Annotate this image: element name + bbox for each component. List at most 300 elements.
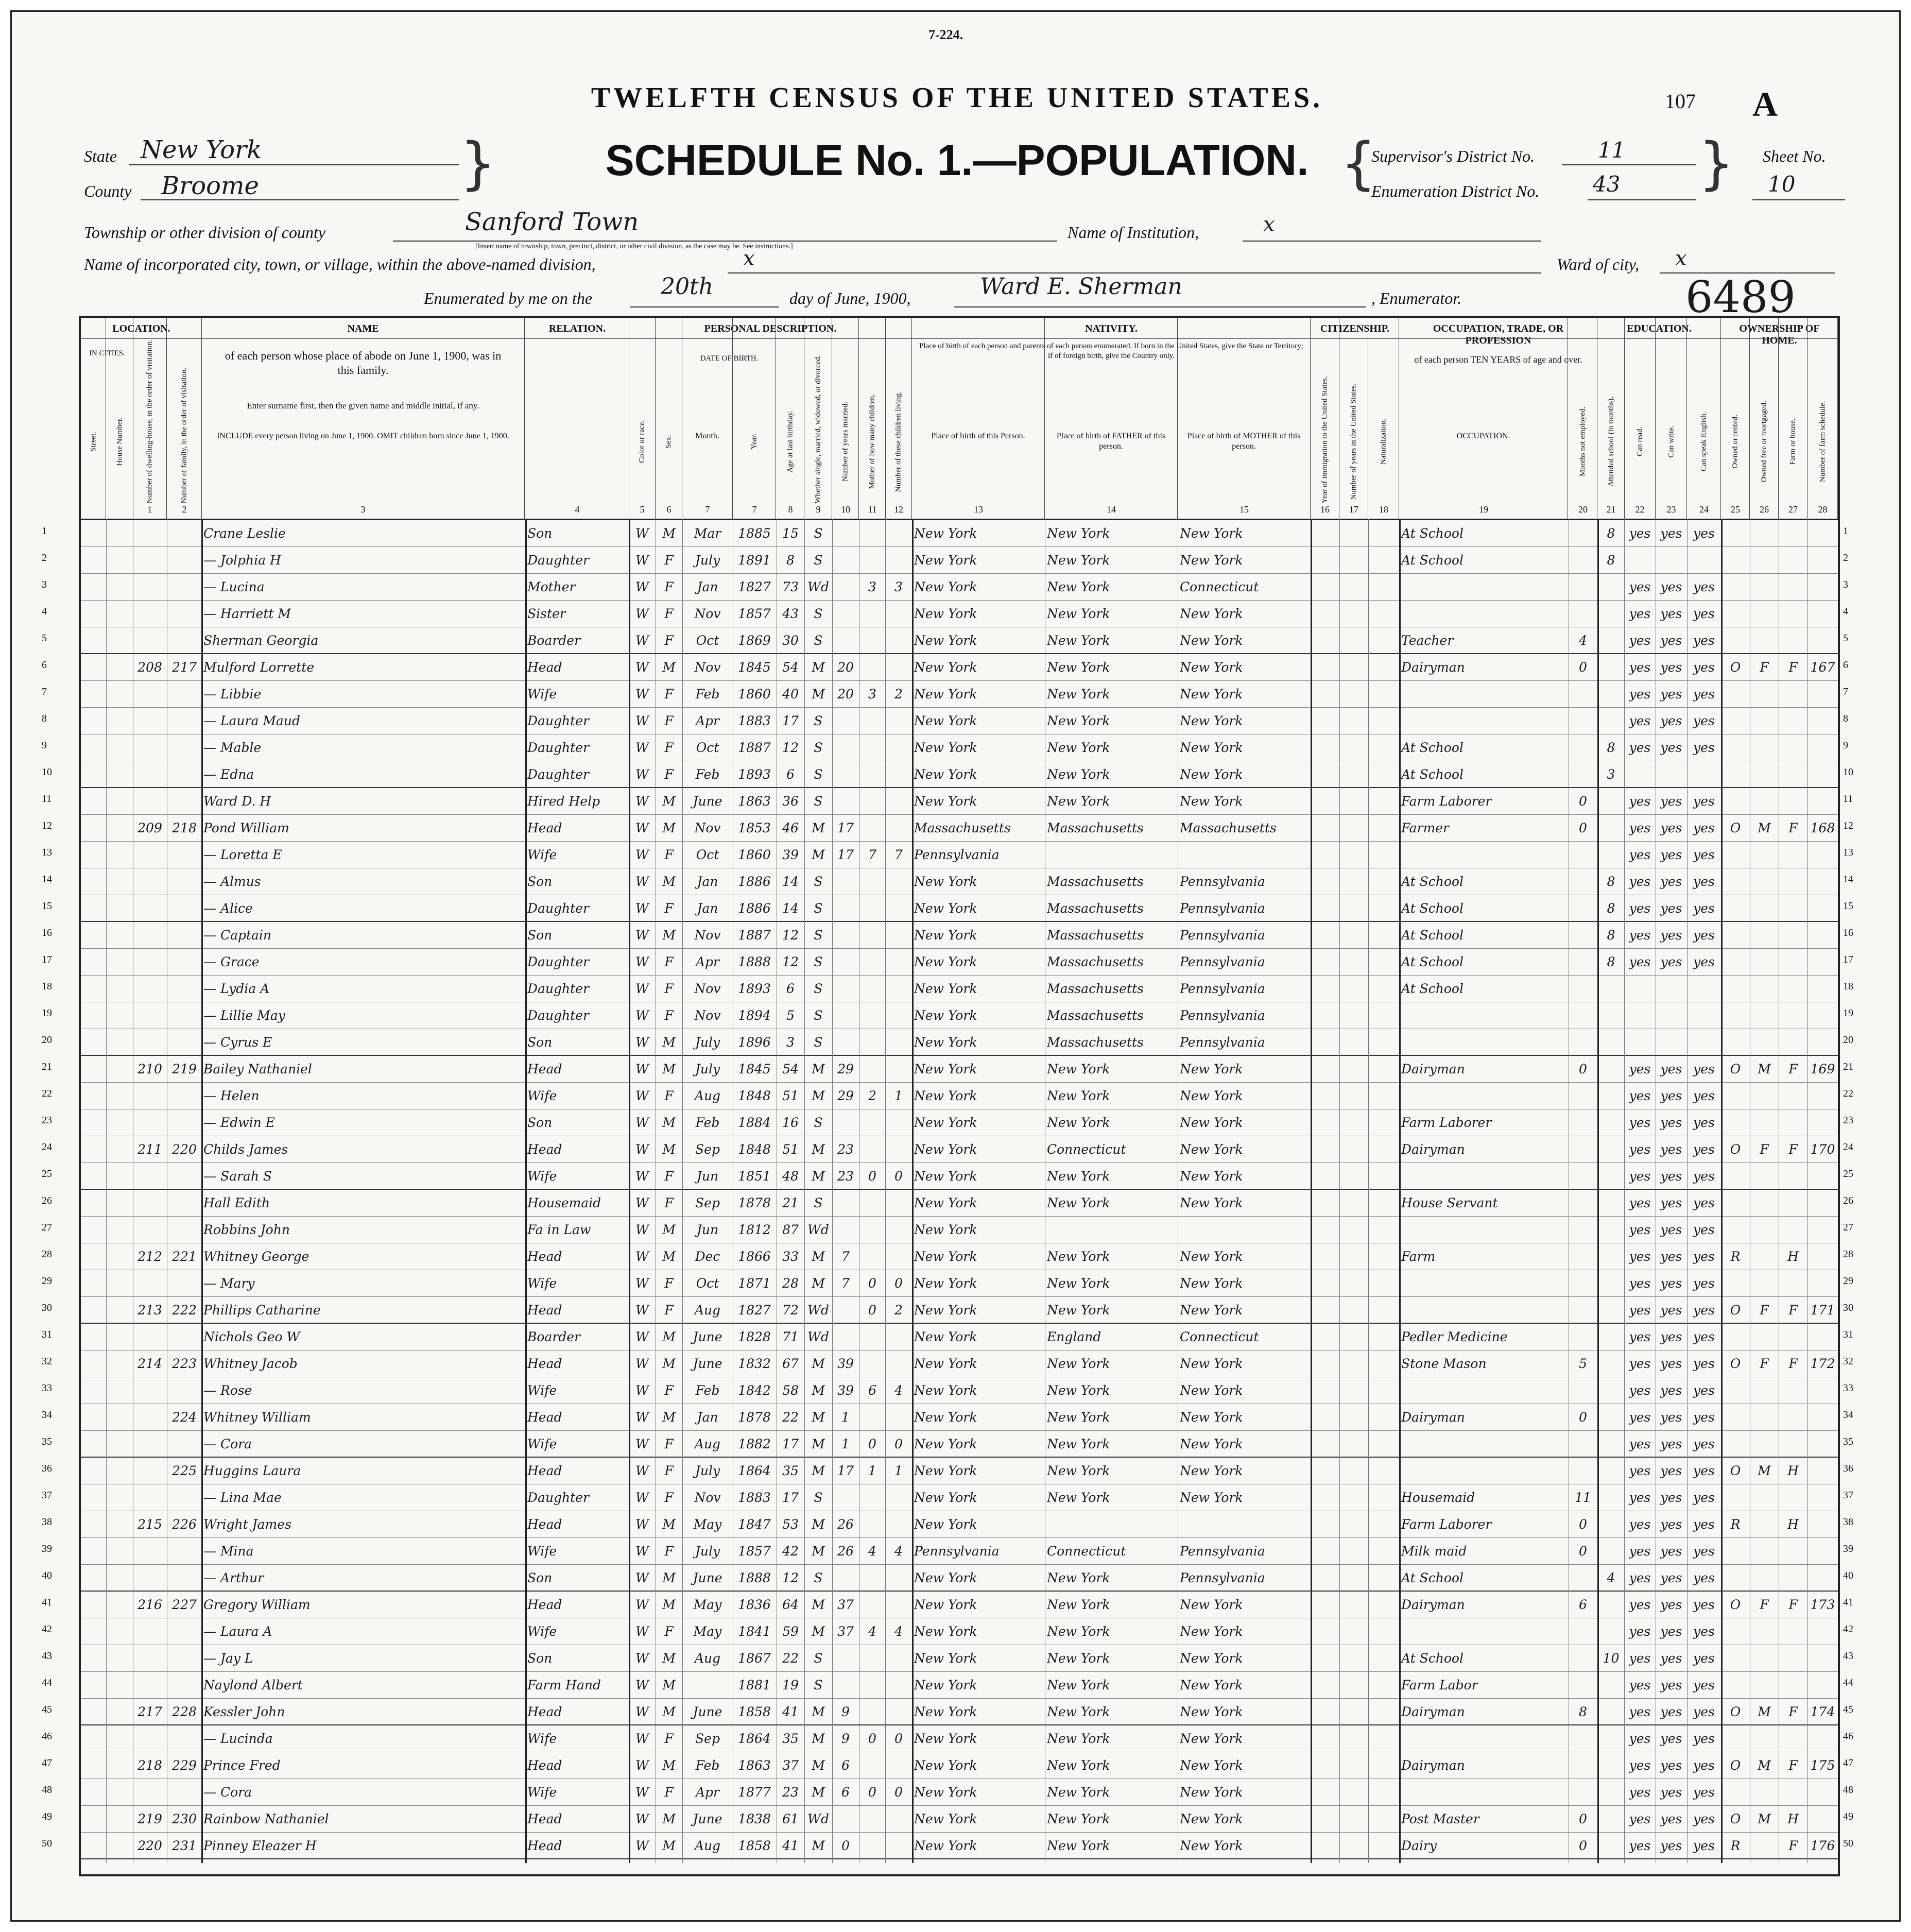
cell-unemp: 0 bbox=[1579, 1838, 1587, 1853]
cell-year: 1845 bbox=[738, 1062, 771, 1076]
cell-bp: New York bbox=[914, 1490, 977, 1505]
cell-rel: Fa in Law bbox=[527, 1222, 591, 1237]
cell-fam: 224 bbox=[172, 1410, 197, 1425]
table-row bbox=[81, 1538, 1838, 1565]
cell-fs: 174 bbox=[1810, 1704, 1835, 1719]
cell-read: yes bbox=[1629, 1249, 1651, 1264]
cell-color: W bbox=[635, 1329, 649, 1344]
cell-age: 14 bbox=[782, 874, 799, 889]
cell-mort: F bbox=[1760, 1303, 1769, 1318]
column-number: 5 bbox=[640, 504, 645, 515]
table-row bbox=[81, 547, 1838, 574]
cell-year: 1841 bbox=[738, 1624, 771, 1639]
cell-month: Sep bbox=[695, 1142, 720, 1157]
cell-dw: 214 bbox=[137, 1356, 162, 1371]
cell-year: 1878 bbox=[738, 1410, 771, 1425]
line-number-right: 40 bbox=[1843, 1570, 1853, 1581]
column-number: 11 bbox=[868, 504, 877, 515]
cell-age: 61 bbox=[782, 1811, 799, 1826]
cell-age: 59 bbox=[782, 1624, 799, 1639]
table-row bbox=[81, 1243, 1838, 1270]
cell-read: yes bbox=[1629, 1088, 1651, 1103]
cell-sex: F bbox=[664, 1731, 674, 1746]
cell-color: W bbox=[635, 1704, 649, 1719]
cell-rel: Daughter bbox=[527, 1008, 589, 1023]
cell-write: yes bbox=[1660, 1222, 1682, 1237]
cell-mar: S bbox=[814, 794, 823, 809]
cell-read: yes bbox=[1629, 526, 1651, 541]
cell-mar: M bbox=[812, 1356, 825, 1371]
cell-speak: yes bbox=[1693, 687, 1715, 702]
cell-mar: M bbox=[812, 1624, 825, 1639]
cell-mar: S bbox=[814, 1195, 823, 1210]
cell-farm: F bbox=[1788, 1758, 1798, 1773]
cell-mo: 2 bbox=[868, 1088, 876, 1103]
cell-color: W bbox=[635, 1811, 649, 1826]
cell-color: W bbox=[635, 1624, 649, 1639]
column-number: 19 bbox=[1479, 504, 1488, 515]
cell-write: yes bbox=[1660, 687, 1682, 702]
cell-rel: Wife bbox=[527, 1276, 557, 1291]
cell-name: Sherman Georgia bbox=[203, 633, 319, 648]
cell-month: Nov bbox=[694, 820, 721, 835]
column-number: 28 bbox=[1818, 504, 1828, 515]
cell-bp: New York bbox=[914, 1463, 977, 1478]
cell-ym: 1 bbox=[841, 1437, 850, 1451]
line-number-right: 22 bbox=[1843, 1088, 1853, 1099]
cell-read: yes bbox=[1629, 1597, 1651, 1612]
cell-year: 1896 bbox=[738, 1035, 771, 1050]
cell-rel: Boarder bbox=[527, 633, 581, 648]
cell-name: — Lillie May bbox=[203, 1008, 285, 1023]
cell-ch: 7 bbox=[894, 847, 903, 862]
cell-mort: M bbox=[1758, 1062, 1771, 1076]
cell-mort: M bbox=[1758, 1811, 1771, 1826]
cell-name: Nichols Geo W bbox=[203, 1329, 300, 1344]
cell-write: yes bbox=[1660, 1758, 1682, 1773]
cell-age: 21 bbox=[782, 1195, 799, 1210]
cell-occ: At School bbox=[1401, 901, 1464, 916]
column-number: 18 bbox=[1379, 504, 1388, 515]
line-number-left: 45 bbox=[42, 1704, 52, 1715]
cell-write: yes bbox=[1660, 1142, 1682, 1157]
cell-sex: M bbox=[662, 1651, 676, 1666]
cell-speak: yes bbox=[1693, 740, 1715, 755]
line-number-right: 5 bbox=[1843, 632, 1848, 644]
line-number-right: 30 bbox=[1843, 1302, 1853, 1313]
cell-occ: Dairyman bbox=[1401, 1410, 1465, 1425]
cell-name: — Sarah S bbox=[203, 1169, 272, 1184]
cell-bf: New York bbox=[1047, 606, 1110, 621]
cell-year: 1827 bbox=[738, 579, 771, 594]
cell-bm: New York bbox=[1180, 1410, 1243, 1425]
cell-rel: Daughter bbox=[527, 553, 589, 568]
column-header-year: Year. bbox=[733, 318, 776, 519]
cell-month: Jun bbox=[696, 1222, 719, 1237]
cell-read: yes bbox=[1629, 928, 1651, 943]
cell-mar: Wd bbox=[807, 1329, 829, 1344]
cell-year: 1828 bbox=[738, 1329, 771, 1344]
line-number-left: 32 bbox=[42, 1356, 52, 1367]
cell-mar: S bbox=[814, 928, 823, 943]
cell-write: yes bbox=[1660, 794, 1682, 809]
cell-dw: 215 bbox=[137, 1517, 162, 1532]
cell-sex: F bbox=[664, 740, 674, 755]
cell-write: yes bbox=[1660, 579, 1682, 594]
cell-dw: 218 bbox=[137, 1758, 162, 1773]
cell-color: W bbox=[635, 1838, 649, 1853]
table-row bbox=[81, 1350, 1838, 1377]
table-row bbox=[81, 654, 1838, 681]
cell-bp: New York bbox=[914, 1088, 977, 1103]
cell-color: W bbox=[635, 1490, 649, 1505]
cell-mo: 0 bbox=[868, 1785, 876, 1800]
table-row bbox=[81, 1511, 1838, 1538]
cell-dw: 211 bbox=[137, 1142, 162, 1157]
cell-dw: 217 bbox=[137, 1704, 162, 1719]
cell-bp: New York bbox=[914, 1169, 977, 1184]
cell-rel: Head bbox=[527, 1838, 562, 1853]
cell-month: Nov bbox=[694, 606, 721, 621]
cell-name: — Loretta E bbox=[203, 847, 282, 862]
cell-sex: F bbox=[664, 1195, 674, 1210]
table-row bbox=[81, 1484, 1838, 1511]
cell-year: 1866 bbox=[738, 1249, 771, 1264]
table-row bbox=[81, 1806, 1838, 1833]
line-number-left: 29 bbox=[42, 1275, 52, 1287]
column-header-birth-father: Place of birth of FATHER of this person. bbox=[1045, 318, 1178, 519]
cell-name: — Laura A bbox=[203, 1624, 272, 1639]
cell-rel: Mother bbox=[527, 579, 576, 594]
cell-write: yes bbox=[1660, 1570, 1682, 1585]
line-number-right: 17 bbox=[1843, 954, 1853, 965]
cell-bm: Pennsylvania bbox=[1180, 1035, 1265, 1050]
cell-age: 53 bbox=[782, 1517, 799, 1532]
cell-ym: 39 bbox=[837, 1383, 854, 1398]
line-number-right: 23 bbox=[1843, 1115, 1853, 1126]
cell-bm: Pennsylvania bbox=[1180, 981, 1265, 996]
cell-bm: New York bbox=[1180, 687, 1243, 702]
cell-mar: M bbox=[812, 1838, 825, 1853]
cell-age: 73 bbox=[782, 579, 799, 594]
cell-fam: 219 bbox=[172, 1062, 197, 1076]
line-number-right: 14 bbox=[1843, 874, 1853, 885]
cell-bp: New York bbox=[914, 794, 977, 809]
cell-sex: F bbox=[664, 713, 674, 728]
cell-bm: New York bbox=[1180, 1597, 1243, 1612]
cell-bp: New York bbox=[914, 874, 977, 889]
cell-sch: 8 bbox=[1607, 874, 1615, 889]
cell-read: yes bbox=[1629, 1838, 1651, 1853]
cell-year: 1883 bbox=[738, 1490, 771, 1505]
cell-color: W bbox=[635, 687, 649, 702]
cell-rel: Wife bbox=[527, 847, 557, 862]
cell-month: Sep bbox=[695, 1195, 720, 1210]
cell-name: Kessler John bbox=[203, 1704, 285, 1719]
cell-farm: F bbox=[1788, 1704, 1798, 1719]
schedule-letter: A bbox=[1752, 84, 1778, 124]
line-number-right: 24 bbox=[1843, 1141, 1853, 1153]
cell-bp: New York bbox=[914, 1758, 977, 1773]
cell-bp: New York bbox=[914, 1597, 977, 1612]
line-number-left: 8 bbox=[42, 713, 47, 724]
cell-bf: New York bbox=[1047, 1383, 1110, 1398]
cell-bm: Pennsylvania bbox=[1180, 874, 1265, 889]
cell-unemp: 8 bbox=[1579, 1704, 1587, 1719]
cell-name: Hall Edith bbox=[203, 1195, 270, 1210]
name-column-description: of each person whose place of abode on June 1, 1900, was in this family. bbox=[225, 349, 502, 377]
cell-age: 8 bbox=[786, 553, 795, 568]
cell-write: yes bbox=[1660, 1115, 1682, 1130]
cell-write: yes bbox=[1660, 1303, 1682, 1318]
cell-occ: Teacher bbox=[1401, 633, 1454, 648]
cell-month: Oct bbox=[696, 740, 719, 755]
cell-farm: H bbox=[1787, 1463, 1799, 1478]
cell-speak: yes bbox=[1693, 1490, 1715, 1505]
cell-ch: 0 bbox=[894, 1731, 903, 1746]
cell-month: Jan bbox=[697, 1410, 718, 1425]
cell-ch: 0 bbox=[894, 1785, 903, 1800]
cell-rel: Wife bbox=[527, 1169, 557, 1184]
cell-ym: 0 bbox=[841, 1838, 850, 1853]
cell-write: yes bbox=[1660, 1597, 1682, 1612]
line-number-left: 21 bbox=[42, 1061, 52, 1072]
cell-bf: New York bbox=[1047, 1410, 1110, 1425]
line-number-left: 44 bbox=[42, 1677, 52, 1688]
cell-sex: F bbox=[664, 1008, 674, 1023]
cell-bp: New York bbox=[914, 1517, 977, 1532]
cell-name: — Cora bbox=[203, 1437, 252, 1451]
enumerator-name: Ward E. Sherman bbox=[980, 273, 1182, 300]
name-column-instructions: Enter surname first, then the given name and middle initial, if any. bbox=[247, 401, 479, 411]
cell-mar: M bbox=[812, 660, 825, 675]
cell-speak: yes bbox=[1693, 794, 1715, 809]
cell-bm: New York bbox=[1180, 1490, 1243, 1505]
cell-month: Nov bbox=[694, 1490, 721, 1505]
line-number-right: 50 bbox=[1843, 1838, 1853, 1849]
cell-speak: yes bbox=[1693, 1356, 1715, 1371]
line-number-right: 19 bbox=[1843, 1007, 1853, 1019]
cell-farm: H bbox=[1787, 1811, 1799, 1826]
cell-name: — Lina Mae bbox=[203, 1490, 282, 1505]
cell-sex: M bbox=[662, 1838, 676, 1853]
cell-sex: M bbox=[662, 820, 676, 835]
column-number: 22 bbox=[1635, 504, 1645, 515]
cell-rel: Head bbox=[527, 1249, 562, 1264]
cell-name: — Mable bbox=[203, 740, 262, 755]
line-number-left: 41 bbox=[42, 1597, 52, 1608]
cell-bf: Massachusetts bbox=[1047, 981, 1144, 996]
cell-month: July bbox=[695, 1463, 720, 1478]
cell-write: yes bbox=[1660, 1811, 1682, 1826]
cell-month: July bbox=[695, 1035, 720, 1050]
cell-bm: New York bbox=[1180, 1463, 1243, 1478]
cell-rel: Wife bbox=[527, 687, 557, 702]
cell-age: 22 bbox=[782, 1410, 799, 1425]
line-number-right: 11 bbox=[1843, 793, 1853, 805]
cell-rel: Daughter bbox=[527, 954, 589, 969]
cell-speak: yes bbox=[1693, 713, 1715, 728]
right-brace-open: { bbox=[1340, 130, 1376, 196]
table-row bbox=[81, 1217, 1838, 1243]
cell-bm: Pennsylvania bbox=[1180, 1544, 1265, 1559]
census-title: TWELFTH CENSUS OF THE UNITED STATES. bbox=[591, 82, 1323, 114]
cell-bm: New York bbox=[1180, 1088, 1243, 1103]
cell-name: Crane Leslie bbox=[203, 526, 286, 541]
cell-bm: New York bbox=[1180, 1062, 1243, 1076]
cell-bp: New York bbox=[914, 1838, 977, 1853]
table-row bbox=[81, 601, 1838, 627]
cell-write: yes bbox=[1660, 1169, 1682, 1184]
line-number-left: 33 bbox=[42, 1382, 52, 1394]
left-brace: } bbox=[460, 130, 496, 196]
cell-rel: Son bbox=[527, 1035, 553, 1050]
cell-bf: England bbox=[1047, 1329, 1101, 1344]
cell-occ: At School bbox=[1401, 740, 1464, 755]
cell-mort: M bbox=[1758, 1704, 1771, 1719]
cell-speak: yes bbox=[1693, 1383, 1715, 1398]
name-group-header: NAME bbox=[347, 323, 379, 334]
line-number-left: 37 bbox=[42, 1490, 52, 1501]
cell-rel: Housemaid bbox=[527, 1195, 601, 1210]
cell-sch: 8 bbox=[1607, 901, 1615, 916]
ward-label: Ward of city, bbox=[1557, 255, 1640, 273]
column-number: 25 bbox=[1731, 504, 1740, 515]
cell-write: yes bbox=[1660, 1249, 1682, 1264]
cell-read: yes bbox=[1629, 713, 1651, 728]
cell-bf: New York bbox=[1047, 1490, 1110, 1505]
cell-bf: New York bbox=[1047, 1651, 1110, 1666]
cell-rel: Head bbox=[527, 660, 562, 675]
cell-read: yes bbox=[1629, 1811, 1651, 1826]
cell-unemp: 0 bbox=[1579, 1544, 1587, 1559]
cell-age: 67 bbox=[782, 1356, 799, 1371]
cell-year: 1881 bbox=[738, 1678, 771, 1692]
column-number: 6 bbox=[666, 504, 672, 515]
cell-mort: F bbox=[1760, 660, 1769, 675]
table-row bbox=[81, 734, 1838, 761]
cell-color: W bbox=[635, 981, 649, 996]
cell-bp: New York bbox=[914, 1383, 977, 1398]
cell-year: 1893 bbox=[738, 981, 771, 996]
column-header-street: Street. bbox=[81, 318, 106, 519]
cell-color: W bbox=[635, 1678, 649, 1692]
cell-year: 1886 bbox=[738, 874, 771, 889]
cell-speak: yes bbox=[1693, 954, 1715, 969]
cell-bp: New York bbox=[914, 633, 977, 648]
line-number-right: 34 bbox=[1843, 1409, 1853, 1421]
line-number-right: 44 bbox=[1843, 1677, 1853, 1688]
line-number-left: 16 bbox=[42, 927, 52, 938]
cell-occ: Dairyman bbox=[1401, 1758, 1465, 1773]
cell-dw: 210 bbox=[137, 1062, 162, 1076]
cell-bm: New York bbox=[1180, 1276, 1243, 1291]
cell-unemp: 4 bbox=[1579, 633, 1587, 648]
table-row bbox=[81, 1056, 1838, 1083]
cell-fs: 176 bbox=[1810, 1838, 1835, 1853]
cell-month: Feb bbox=[695, 1115, 720, 1130]
cell-ym: 1 bbox=[841, 1410, 850, 1425]
cell-name: — Libbie bbox=[203, 687, 262, 702]
cell-sex: F bbox=[664, 1544, 674, 1559]
cell-name: — Jolphia H bbox=[203, 553, 281, 568]
cell-color: W bbox=[635, 660, 649, 675]
cell-age: 6 bbox=[786, 767, 795, 782]
cell-write: yes bbox=[1660, 713, 1682, 728]
cell-read: yes bbox=[1629, 874, 1651, 889]
cell-sch: 3 bbox=[1607, 767, 1615, 782]
cell-write: yes bbox=[1660, 526, 1682, 541]
table-row bbox=[81, 842, 1838, 868]
cell-year: 1886 bbox=[738, 901, 771, 916]
cell-ym: 17 bbox=[837, 820, 854, 835]
line-number-right: 39 bbox=[1843, 1543, 1853, 1554]
table-row bbox=[81, 1404, 1838, 1431]
cell-bp: New York bbox=[914, 1115, 977, 1130]
cell-sch: 8 bbox=[1607, 954, 1615, 969]
cell-farm: F bbox=[1788, 820, 1798, 835]
cell-bm: New York bbox=[1180, 633, 1243, 648]
cell-year: 1864 bbox=[738, 1731, 771, 1746]
cell-mar: S bbox=[814, 767, 823, 782]
cell-occ: At School bbox=[1401, 928, 1464, 943]
cell-bf: Massachusetts bbox=[1047, 901, 1144, 916]
cell-age: 14 bbox=[782, 901, 799, 916]
cell-year: 1887 bbox=[738, 928, 771, 943]
cell-ch: 0 bbox=[894, 1276, 903, 1291]
cell-bp: New York bbox=[914, 740, 977, 755]
cell-sex: M bbox=[662, 1035, 676, 1050]
cell-bm: New York bbox=[1180, 1624, 1243, 1639]
cell-year: 1857 bbox=[738, 1544, 771, 1559]
line-number-left: 4 bbox=[42, 606, 47, 617]
cell-occ: Farm Labor bbox=[1401, 1678, 1478, 1692]
cell-mar: M bbox=[812, 847, 825, 862]
cell-bf: New York bbox=[1047, 1088, 1110, 1103]
cell-unemp: 0 bbox=[1579, 660, 1587, 675]
line-number-right: 36 bbox=[1843, 1463, 1853, 1474]
cell-rel: Son bbox=[527, 874, 553, 889]
cell-month: Feb bbox=[695, 687, 720, 702]
cell-age: 71 bbox=[782, 1329, 799, 1344]
line-number-left: 48 bbox=[42, 1784, 52, 1796]
cell-bp: New York bbox=[914, 1356, 977, 1371]
cell-bm: New York bbox=[1180, 1195, 1243, 1210]
cell-fam: 221 bbox=[172, 1249, 197, 1264]
cell-bm: New York bbox=[1180, 1437, 1243, 1451]
cell-color: W bbox=[635, 1517, 649, 1532]
cell-sex: F bbox=[664, 1437, 674, 1451]
cell-read: yes bbox=[1629, 1731, 1651, 1746]
cell-mar: M bbox=[812, 1437, 825, 1451]
cell-age: 30 bbox=[782, 633, 799, 648]
cell-year: 1863 bbox=[738, 794, 771, 809]
cell-write: yes bbox=[1660, 954, 1682, 969]
education-group-header: EDUCATION. bbox=[1627, 323, 1692, 334]
cell-occ: Pedler Medicine bbox=[1401, 1329, 1508, 1344]
cell-write: yes bbox=[1660, 1651, 1682, 1666]
cell-bf: New York bbox=[1047, 660, 1110, 675]
cell-ym: 7 bbox=[841, 1249, 850, 1264]
cell-year: 1845 bbox=[738, 660, 771, 675]
line-number-right: 9 bbox=[1843, 740, 1848, 751]
cell-occ: Dairyman bbox=[1401, 1142, 1465, 1157]
cell-occ: Farm bbox=[1401, 1249, 1436, 1264]
column-number: 12 bbox=[894, 504, 903, 515]
cell-mo: 3 bbox=[868, 687, 876, 702]
cell-age: 58 bbox=[782, 1383, 799, 1398]
cell-year: 1878 bbox=[738, 1195, 771, 1210]
